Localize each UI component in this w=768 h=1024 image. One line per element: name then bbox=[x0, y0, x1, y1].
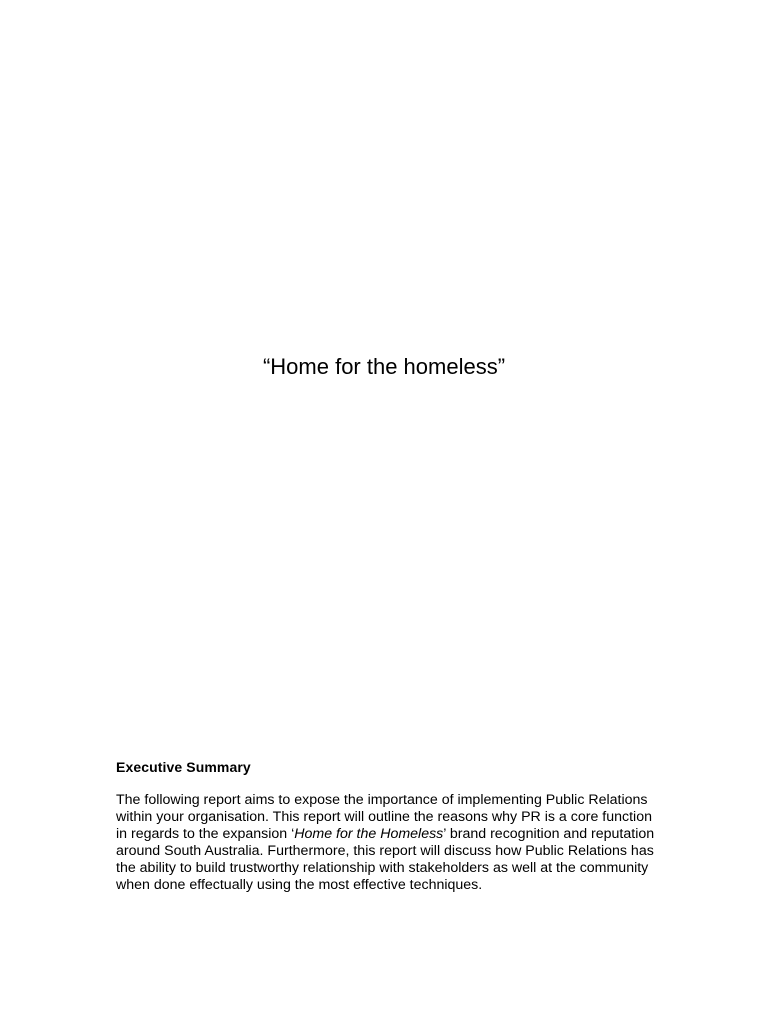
executive-summary-body bbox=[116, 792, 656, 894]
executive-summary-heading: Executive Summary bbox=[116, 759, 251, 775]
brand-name-italic: Home for the Homeless bbox=[294, 826, 444, 842]
summary-text-part-1: The following report aims to expose the importance of implementing Public Relations within your organisation. This report will outline the reasons why PR is a core function in regards to the expansion ‘ bbox=[116, 792, 652, 842]
summary-text-part-2: ’ brand recognition and reputation around South Australia. Furthermore, this report will discuss how Public Relations has the ability to build trustworthy relationship with stakeholders as well at the community when done effectually using the most effective techniques. bbox=[116, 826, 655, 893]
document-title: “Home for the homeless” bbox=[262, 354, 506, 379]
